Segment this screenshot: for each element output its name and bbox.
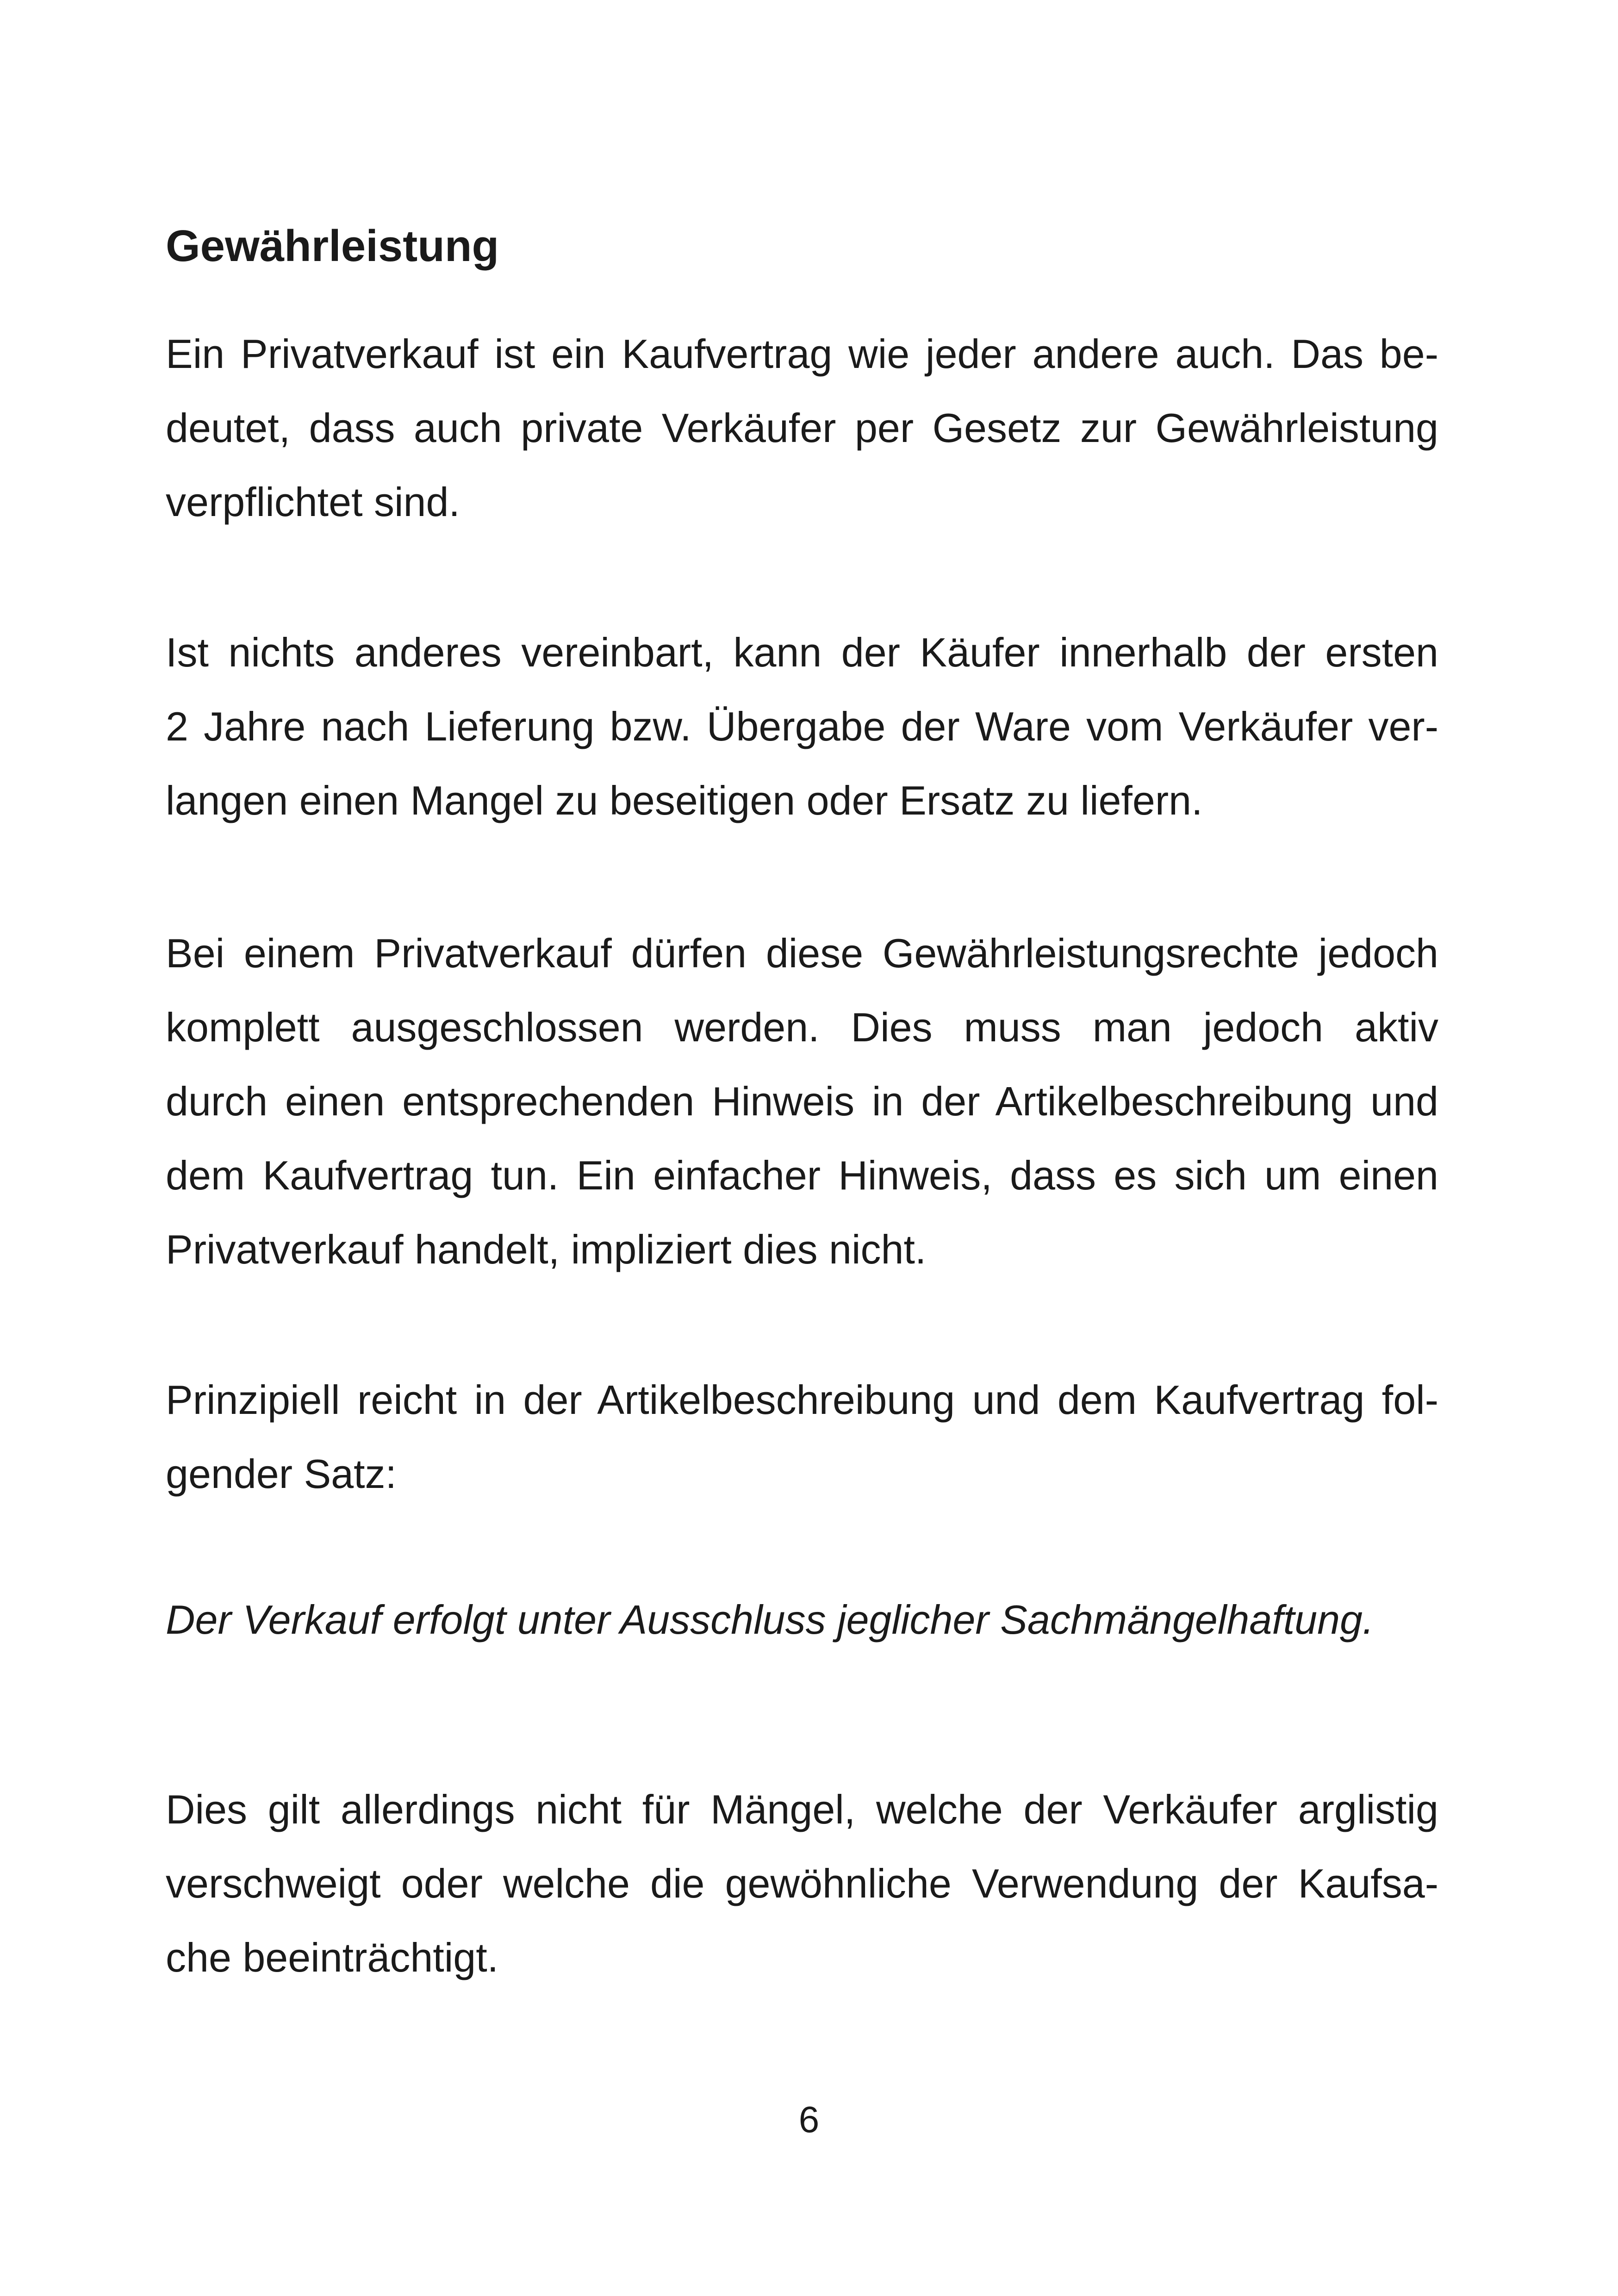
text-line: gender Satz:	[166, 1451, 397, 1497]
page-number: 6	[798, 2099, 820, 2140]
text-line: komplett ausgeschlossen werden. Dies muss man jedoch aktiv	[166, 1004, 1438, 1050]
text-line: Ein Privatverkauf ist ein Kaufvertrag wie jeder andere auch. Das be-	[166, 331, 1438, 377]
text-line: durch einen entsprechenden Hinweis in der Artikelbeschreibung und	[166, 1078, 1438, 1124]
paragraph-6	[166, 1773, 1438, 1995]
text-line: dem Kaufvertrag tun. Ein einfacher Hinweis, dass es sich um einen	[166, 1152, 1438, 1198]
text-line: Ist nichts anderes vereinbart, kann der Käufer innerhalb der ersten	[166, 629, 1438, 675]
section-heading: Gewährleistung	[166, 221, 499, 271]
text-line: Dies gilt allerdings nicht für Mängel, welche der Verkäufer arglistig	[166, 1786, 1438, 1832]
paragraph-1	[166, 317, 1438, 539]
text-line: verpflichtet sind.	[166, 479, 460, 525]
text-line: 2 Jahre nach Lieferung bzw. Übergabe der Ware vom Verkäufer ver-	[166, 703, 1438, 749]
paragraph-4	[166, 1363, 1438, 1511]
quoted-clause	[166, 1583, 1438, 1657]
text-line: che beeinträchtigt.	[166, 1935, 499, 1980]
text-line: Prinzipiell reicht in der Artikelbeschreibung und dem Kaufvertrag fol-	[166, 1377, 1438, 1423]
paragraph-3	[166, 916, 1438, 1287]
text-line: verschweigt oder welche die gewöhnliche Verwendung der Kaufsa-	[166, 1860, 1438, 1906]
text-line: langen einen Mangel zu beseitigen oder Ersatz zu liefern.	[166, 778, 1203, 823]
text-line: Der Verkauf erfolgt unter Ausschluss jeglicher Sachmängelhaftung.	[166, 1597, 1374, 1643]
text-line: deutet, dass auch private Verkäufer per Gesetz zur Gewährleistung	[166, 405, 1438, 451]
text-line: Bei einem Privatverkauf dürfen diese Gewährleistungsrechte jedoch	[166, 930, 1438, 976]
text-line: Privatverkauf handelt, impliziert dies nicht.	[166, 1226, 927, 1272]
paragraph-2	[166, 616, 1438, 838]
